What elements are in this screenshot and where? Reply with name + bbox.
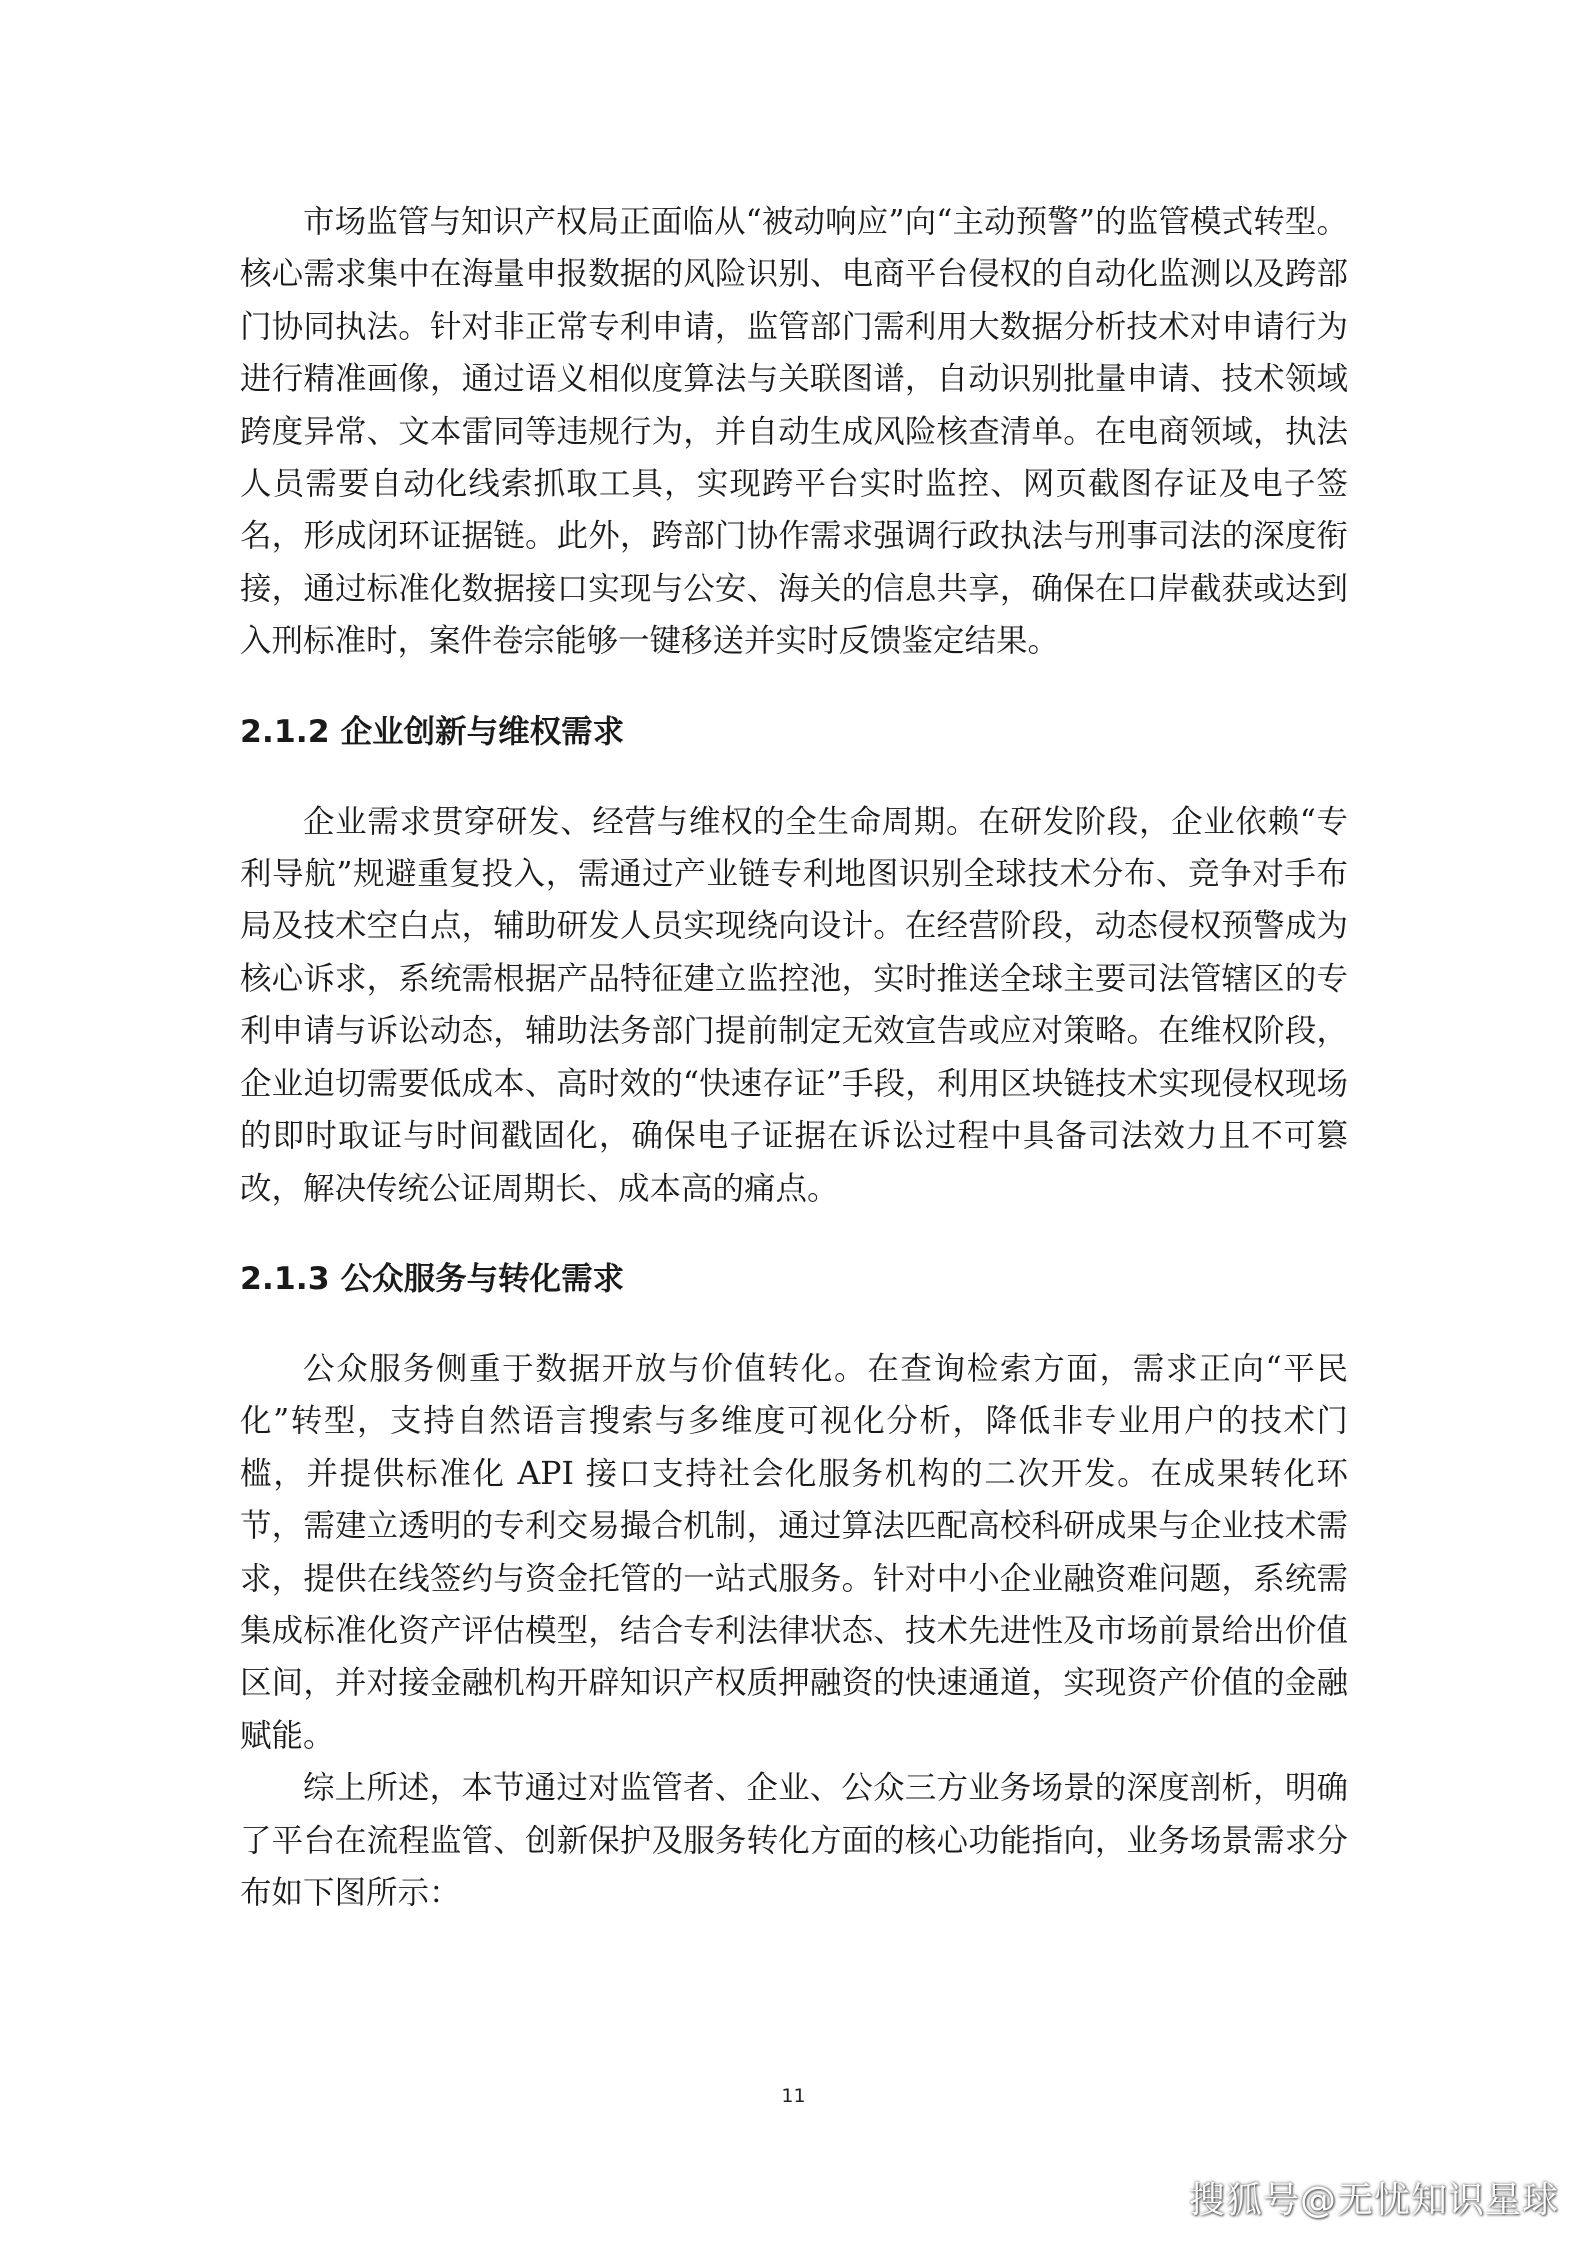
watermark-text: 搜狐号@无忧知识星球	[1188, 2180, 1559, 2221]
paragraph-public-service-needs: 公众服务侧重于数据开放与价值转化。在查询检索方面，需求正向“平民化”转型，支持自然语言搜索与多维度可视化分析，降低非专业用户的技术门槛，并提供标准化 API 接口支持社会化服务机构的二次开发。在成果转化环节，需建立透明的专利交易撮合机制，通过算法匹配高校科研成果与企业技术需求，提供在线签约与资金托管的一站式服务。针对中小企业融资难问题，系统需集成标准化资产评估模型，结合专利法律状态、技术先进性及市场前景给出价值区间，并对接金融机构开辟知识产权质押融资的快速通道，实现资产价值的金融赋能。	[240, 1350, 1348, 1754]
paragraph-regulatory-needs: 市场监管与知识产权局正面临从“被动响应”向“主动预警”的监管模式转型。核心需求集中在海量申报数据的风险识别、电商平台侵权的自动化监测以及跨部门协同执法。针对非正常专利申请，监管部门需利用大数据分析技术对申请行为进行精准画像，通过语义相似度算法与关联图谱，自动识别批量申请、技术领域跨度异常、文本雷同等违规行为，并自动生成风险核查清单。在电商领域，执法人员需要自动化线索抓取工具，实现跨平台实时监控、网页截图存证及电子签名，形成闭环证据链。此外，跨部门协作需求强调行政执法与刑事司法的深度衔接，通过标准化数据接口实现与公安、海关的信息共享，确保在口岸截获或达到入刑标准时，案件卷宗能够一键移送并实时反馈鉴定结果。	[240, 204, 1348, 660]
section-heading-2-1-2: 2.1.2 企业创新与维权需求	[240, 713, 625, 750]
paragraph-summary: 综上所述，本节通过对监管者、企业、公众三方业务场景的深度剖析，明确了平台在流程监管、创新保护及服务转化方面的核心功能指向，业务场景需求分布如下图所示：	[240, 1770, 1348, 1911]
page-number: 11	[781, 2085, 806, 2107]
paragraph-enterprise-needs: 企业需求贯穿研发、经营与维权的全生命周期。在研发阶段，企业依赖“专利导航”规避重复投入，需通过产业链专利地图识别全球技术分布、竞争对手布局及技术空白点，辅助研发人员实现绕向设计。在经营阶段，动态侵权预警成为核心诉求，系统需根据产品特征建立监控池，实时推送全球主要司法管辖区的专利申请与诉讼动态，辅助法务部门提前制定无效宣告或应对策略。在维权阶段，企业迫切需要低成本、高时效的“快速存证”手段，利用区块链技术实现侵权现场的即时取证与时间戳固化，确保电子证据在诉讼过程中具备司法效力且不可篡改，解决传统公证周期长、成本高的痛点。	[240, 803, 1348, 1207]
section-heading-2-1-3: 2.1.3 公众服务与转化需求	[240, 1260, 625, 1297]
page-body	[240, 196, 1348, 1919]
